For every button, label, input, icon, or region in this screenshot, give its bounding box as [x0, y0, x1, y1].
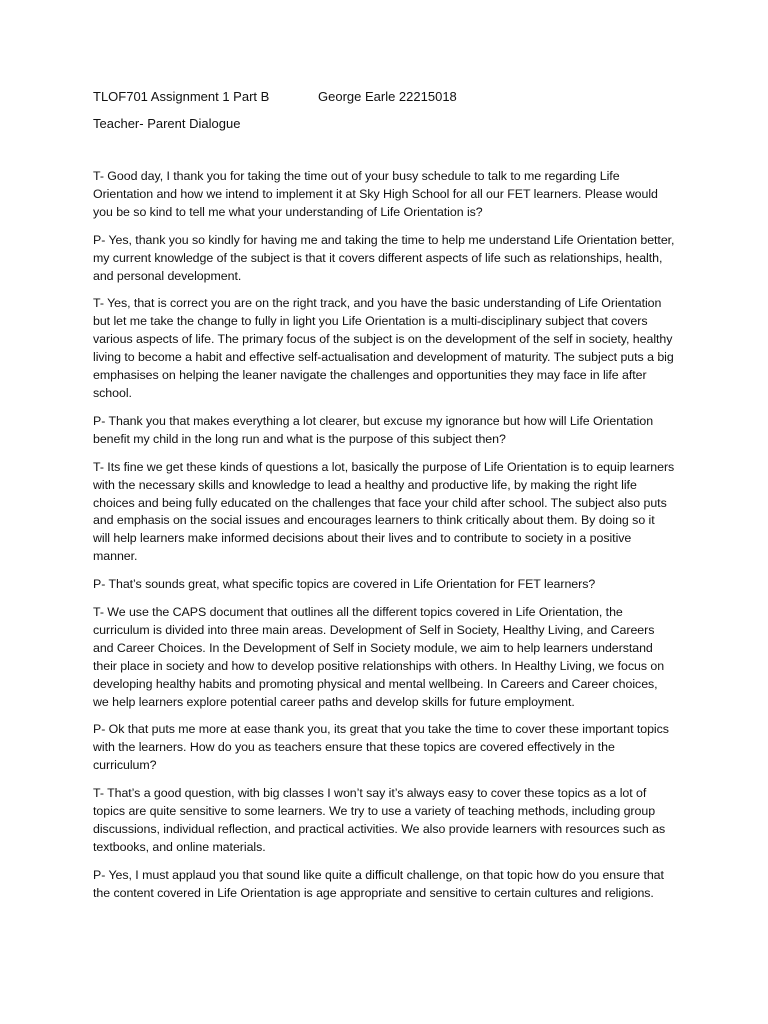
author-name: George Earle 22215018	[318, 89, 457, 104]
dialogue-paragraph: T- Good day, I thank you for taking the time out of your busy schedule to talk to me regarding Life Orientation and how we intend to implement it at Sky High School for all our FET learners. Please would you be so kind to tell me what your understanding of Life Orientation is?	[93, 169, 658, 219]
document-subtitle: Teacher- Parent Dialogue	[93, 116, 241, 131]
dialogue-paragraph: P- That’s sounds great, what specific topics are covered in Life Orientation for FET learners?	[93, 577, 596, 592]
dialogue-paragraph: T- Yes, that is correct you are on the right track, and you have the basic understanding of Life Orientation but let me take the change to fully in light you Life Orientation is a multi-disciplinary subject that covers various aspects of life. The primary focus of the subject is on the development of the self in society, healthy living to become a habit and effective self-actualisation and development of maturity. The subject puts a big emphasises on helping the leaner navigate the challenges and opportunities they may face in life after school.	[93, 296, 674, 400]
dialogue-paragraph: T- Its fine we get these kinds of questions a lot, basically the purpose of Life Orientation is to equip learners with the necessary skills and knowledge to lead a healthy and productive life, by making the right life choices and being fully educated on the challenges that face your child after school. The subject also puts and emphasis on the social issues and encourages learners to think critically about them. By doing so it will help learners make informed decisions about their lives and to contribute to society in a positive manner.	[93, 459, 675, 564]
document-header	[93, 88, 457, 105]
dialogue-paragraph: P- Yes, I must applaud you that sound like quite a difficult challenge, on that topic how do you ensure that the content covered in Life Orientation is age appropriate and sensitive to certain cultures and religions.	[93, 867, 664, 900]
dialogue-paragraph: P- Yes, thank you so kindly for having me and taking the time to help me understand Life Orientation better, my current knowledge of the subject is that it covers different aspects of life such as relationships, health, and personal development.	[93, 232, 675, 283]
dialogue-paragraph: T- We use the CAPS document that outlines all the different topics covered in Life Orientation, the curriculum is divided into three main areas. Development of Self in Society, Healthy Living, and Careers and Career Choices. In the Development of Self in Society module, we aim to help learners understand their place in society and how to develop positive relationships with others. In Healthy Living, we focus on developing healthy habits and promoting physical and mental wellbeing. In Careers and Career choices, we help learners explore potential career paths and develop skills for future employment.	[93, 605, 665, 709]
assignment-title: TLOF701 Assignment 1 Part B	[93, 89, 270, 104]
dialogue-paragraph: P- Thank you that makes everything a lot clearer, but excuse my ignorance but how will Life Orientation benefit my child in the long run and what is the purpose of this subject then?	[93, 413, 654, 446]
dialogue-body	[93, 168, 675, 913]
dialogue-paragraph: T- That’s a good question, with big classes I won’t say it’s always easy to cover these topics as a lot of topics are quite sensitive to some learners. We try to use a variety of teaching methods, including group discussions, individual reflection, and practical activities. We also provide learners with resources such as textbooks, and online materials.	[93, 786, 666, 854]
dialogue-paragraph: P- Ok that puts me more at ease thank you, its great that you take the time to cover these important topics with the learners. How do you as teachers ensure that these topics are covered effectively in the curriculum?	[93, 722, 669, 773]
